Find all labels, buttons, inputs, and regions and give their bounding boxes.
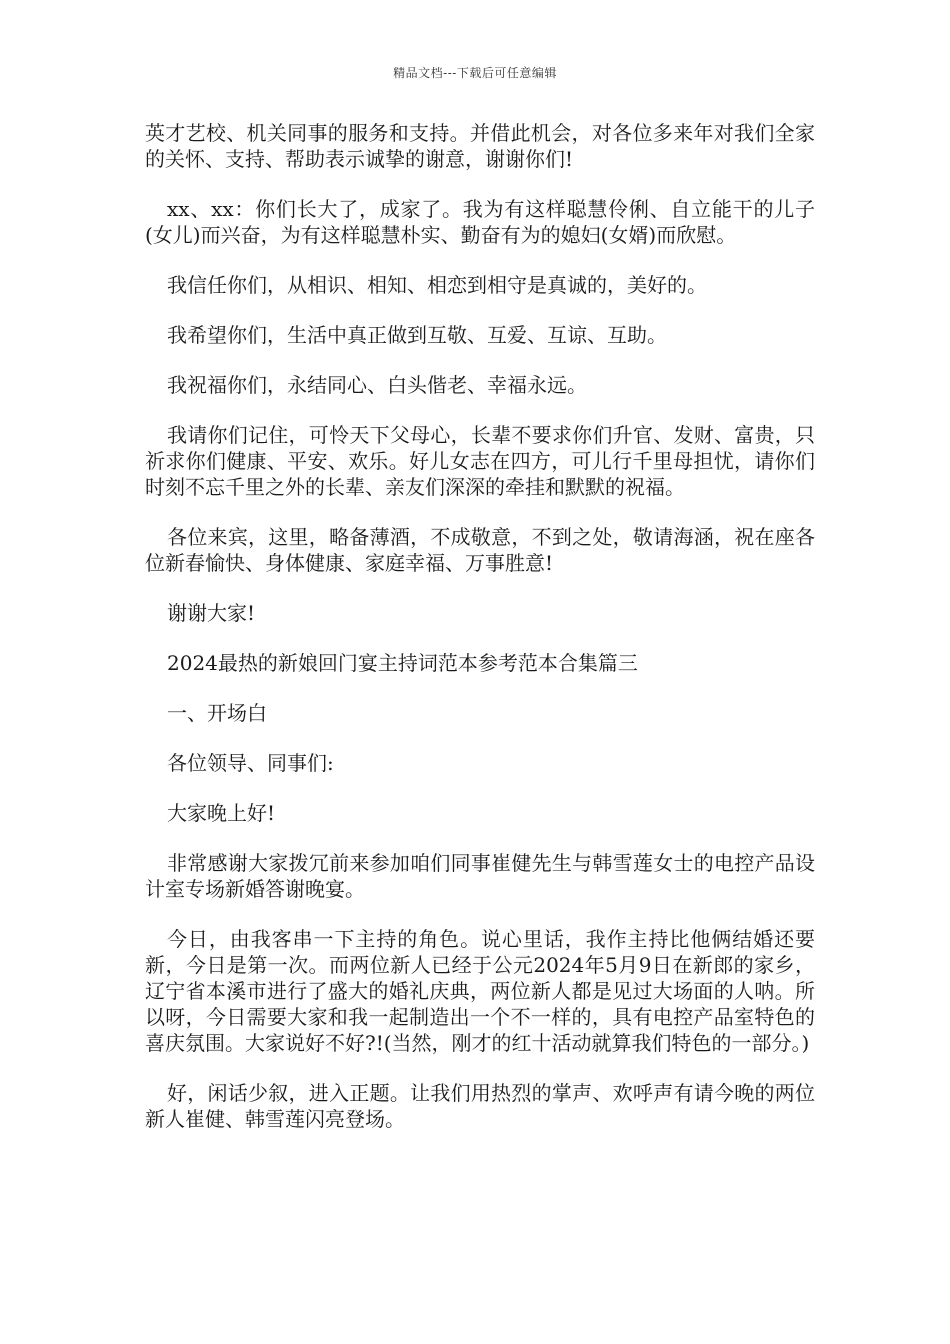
paragraph-7: 各位来宾，这里，略备薄酒，不成敬意，不到之处，敬请海涵，祝在座各位新春愉快、身体健康、家庭幸福、万事胜意! [145,525,815,575]
paragraph-12: 大家晚上好! [167,801,276,825]
paragraph-15: 好，闲话少叙，进入正题。让我们用热烈的掌声、欢呼声有请今晚的两位新人崔健、韩雪莲闪亮登场。 [145,1081,815,1131]
paragraph-13: 非常感谢大家拨冗前来参加咱们同事崔健先生与韩雪莲女士的电控产品设计室专场新婚答谢晚宴。 [145,851,815,901]
paragraph-11: 各位领导、同事们: [167,751,334,775]
document-body [145,120,815,1156]
section-heading: 一、开场白 [167,701,267,725]
paragraph-5: 我祝福你们，永结同心、白头偕老、幸福永远。 [167,373,587,397]
paragraph-1: 英才艺校、机关同事的服务和支持。并借此机会，对各位多来年对我们全家的关怀、支持、帮助表示诚挚的谢意，谢谢你们! [145,121,815,171]
section-title: 2024最热的新娘回门宴主持词范本参考范本合集篇三 [167,651,638,675]
paragraph-2: xx、xx：你们长大了，成家了。我为有这样聪慧伶俐、自立能干的儿子(女儿)而兴奋，为有这样聪慧朴实、勤奋有为的媳妇(女婿)而欣慰。 [145,197,815,247]
paragraph-14: 今日，由我客串一下主持的角色。说心里话，我作主持比他俩结婚还要新，今日是第一次。而两位新人已经于公元2024年5月9日在新郎的家乡，辽宁省本溪市进行了盛大的婚礼庆典，两位新人都是见过大场面的人呐。所以呀，今日需要大家和我一起制造出一个不一样的，具有电控产品室特色的喜庆氛围。大家说好不好?!(当然，刚才的红十活动就算我们特色的一部分。) [145,927,815,1055]
paragraph-8: 谢谢大家! [167,601,256,625]
paragraph-4: 我希望你们，生活中真正做到互敬、互爱、互谅、互助。 [167,323,667,347]
paragraph-6: 我请你们记住，可怜天下父母心，长辈不要求你们升官、发财、富贵，只祈求你们健康、平安、欢乐。好儿女志在四方，可儿行千里母担忧，请你们时刻不忘千里之外的长辈、亲友们深深的牵挂和默默的祝福。 [145,423,815,499]
paragraph-3: 我信任你们，从相识、相知、相恋到相守是真诚的，美好的。 [167,273,707,297]
page-header: 精品文档---下载后可任意编辑 [393,66,557,80]
